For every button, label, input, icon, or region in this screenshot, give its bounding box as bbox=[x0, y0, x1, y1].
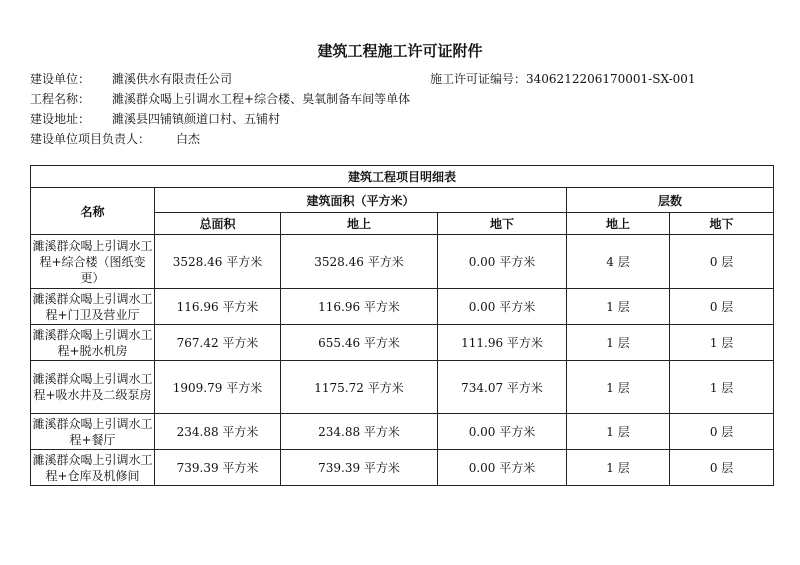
col-header-name: 名称 bbox=[31, 188, 155, 235]
row-above-area: 655.46 平方米 bbox=[281, 325, 438, 361]
builder-line bbox=[30, 70, 232, 87]
row-name: 濉溪群众喝上引调水工程+脱水机房 bbox=[31, 325, 155, 361]
row-floors-above: 1 层 bbox=[567, 325, 670, 361]
table-caption: 建筑工程项目明细表 bbox=[31, 166, 774, 188]
table-row bbox=[31, 289, 774, 325]
col-header-above-area: 地上 bbox=[281, 213, 438, 235]
row-above-area: 1175.72 平方米 bbox=[281, 361, 438, 414]
row-floors-below: 1 层 bbox=[670, 325, 774, 361]
row-name: 濉溪群众喝上引调水工程+吸水井及二级泵房 bbox=[31, 361, 155, 414]
builder-label: 建设单位： bbox=[30, 72, 91, 86]
row-above-area: 739.39 平方米 bbox=[281, 450, 438, 486]
row-floors-above: 1 层 bbox=[567, 450, 670, 486]
row-floors-below: 0 层 bbox=[670, 289, 774, 325]
document-title: 建筑工程施工许可证附件 bbox=[317, 42, 483, 60]
leader-value: 白杰 bbox=[176, 132, 201, 146]
address-label: 建设地址： bbox=[30, 112, 91, 126]
permit-line bbox=[430, 70, 696, 87]
row-name: 濉溪群众喝上引调水工程+综合楼（图纸变更） bbox=[31, 235, 155, 289]
project-label: 工程名称： bbox=[30, 92, 91, 106]
table-row bbox=[31, 414, 774, 450]
row-below-area: 0.00 平方米 bbox=[438, 235, 567, 289]
row-floors-above: 4 层 bbox=[567, 235, 670, 289]
address-value: 濉溪县四铺镇颜道口村、五铺村 bbox=[112, 112, 281, 126]
row-below-area: 0.00 平方米 bbox=[438, 289, 567, 325]
row-total-area: 3528.46 平方米 bbox=[155, 235, 281, 289]
row-total-area: 1909.79 平方米 bbox=[155, 361, 281, 414]
row-below-area: 0.00 平方米 bbox=[438, 450, 567, 486]
permit-label: 施工许可证编号： bbox=[430, 72, 527, 86]
table-row bbox=[31, 361, 774, 414]
row-floors-above: 1 层 bbox=[567, 414, 670, 450]
row-total-area: 739.39 平方米 bbox=[155, 450, 281, 486]
row-name: 濉溪群众喝上引调水工程+餐厅 bbox=[31, 414, 155, 450]
row-floors-below: 0 层 bbox=[670, 235, 774, 289]
project-detail-table bbox=[30, 165, 774, 486]
row-below-area: 111.96 平方米 bbox=[438, 325, 567, 361]
leader-line bbox=[30, 130, 200, 147]
row-below-area: 734.07 平方米 bbox=[438, 361, 567, 414]
project-line bbox=[30, 90, 410, 107]
table-row bbox=[31, 450, 774, 486]
row-floors-below: 0 层 bbox=[670, 450, 774, 486]
row-floors-above: 1 层 bbox=[567, 289, 670, 325]
table-row bbox=[31, 235, 774, 289]
col-header-floors-below: 地下 bbox=[670, 213, 774, 235]
row-name: 濉溪群众喝上引调水工程+门卫及营业厅 bbox=[31, 289, 155, 325]
leader-label: 建设单位项目负责人： bbox=[30, 132, 151, 146]
project-value: 濉溪群众喝上引调水工程+综合楼、臭氧制备车间等单体 bbox=[112, 92, 411, 106]
row-floors-below: 1 层 bbox=[670, 361, 774, 414]
row-name: 濉溪群众喝上引调水工程+仓库及机修间 bbox=[31, 450, 155, 486]
row-above-area: 3528.46 平方米 bbox=[281, 235, 438, 289]
col-header-below-area: 地下 bbox=[438, 213, 567, 235]
address-line bbox=[30, 110, 280, 127]
row-floors-above: 1 层 bbox=[567, 361, 670, 414]
col-header-floors: 层数 bbox=[567, 188, 774, 213]
row-below-area: 0.00 平方米 bbox=[438, 414, 567, 450]
col-header-area: 建筑面积（平方米） bbox=[155, 188, 567, 213]
col-header-total-area: 总面积 bbox=[155, 213, 281, 235]
row-total-area: 234.88 平方米 bbox=[155, 414, 281, 450]
row-total-area: 767.42 平方米 bbox=[155, 325, 281, 361]
table-row bbox=[31, 325, 774, 361]
row-above-area: 116.96 平方米 bbox=[281, 289, 438, 325]
col-header-floors-above: 地上 bbox=[567, 213, 670, 235]
row-floors-below: 0 层 bbox=[670, 414, 774, 450]
permit-number: 3406212206170001-SX-001 bbox=[526, 72, 696, 86]
row-total-area: 116.96 平方米 bbox=[155, 289, 281, 325]
row-above-area: 234.88 平方米 bbox=[281, 414, 438, 450]
builder-value: 濉溪供水有限责任公司 bbox=[112, 72, 233, 86]
